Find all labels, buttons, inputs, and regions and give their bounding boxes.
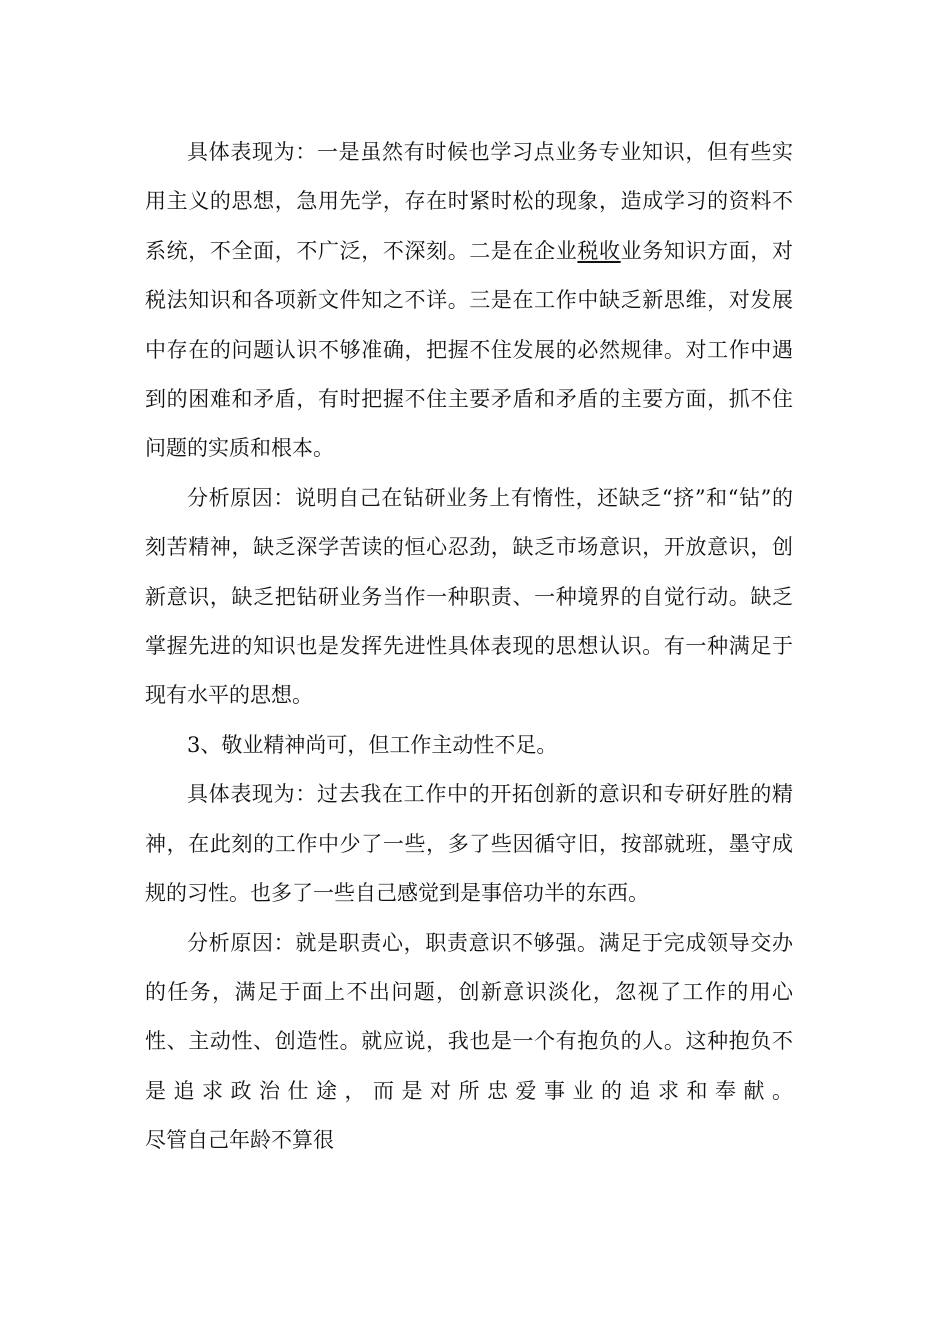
paragraph-text: 业务知识方面，对税法知识和各项新文件知之不详。三是在工作中缺乏新思维，对发展中存在的问题认识不够准确，把握不住发展的必然规律。对工作中遇到的困难和矛盾，有时把握不住主要矛盾和矛盾的主要方面，抓不住问题的实质和根本。	[145, 238, 794, 461]
paragraph-heading-3: 3、敬业精神尚可，但工作主动性不足。	[187, 732, 558, 757]
paragraph-analysis-3: 分析原因：就是职责心，职责意识不够强。满足于完成领导交办的任务，满足于面上不出问题，创新意识淡化，忽视了工作的用心性、主动性、创造性。就应说，我也是一个有抱负的人。这种抱负不是追求政治仕途，而是对所忠爱事业的追求和奉献。	[145, 930, 793, 1103]
paragraph-text: 具体表现为：一是虽然有时候也学习点业务专业知识，但有些实用主义的思想，急用先学，存在时紧时松的现象，造成学习的资料不系统，不全面，不广泛，不深刻。二是在企业	[145, 140, 793, 263]
paragraph-performance-3: 具体表现为：过去我在工作中的开拓创新的意识和专研好胜的精神，在此刻的工作中少了一些，多了些因循守旧，按部就班，墨守成规的习性。也多了一些自己感觉到是事倍功半的东西。	[145, 782, 793, 906]
document-body	[145, 128, 793, 1166]
paragraph-analysis-1: 分析原因：说明自己在钻研业务上有惰性，还缺乏“挤”和“钻”的刻苦精神，缺乏深学苦读的恒心忍劲，缺乏市场意识，开放意识，创新意识，缺乏把钻研业务当作一种职责、一种境界的自觉行动。缺乏掌握先进的知识也是发挥先进性具体表现的思想认识。有一种满足于现有水平的思想。	[145, 485, 793, 708]
paragraph-continuation: 尽管自己年龄不算很	[145, 1128, 334, 1153]
tax-link[interactable]: 税收	[577, 238, 621, 263]
paragraph-performance-1	[145, 128, 793, 474]
